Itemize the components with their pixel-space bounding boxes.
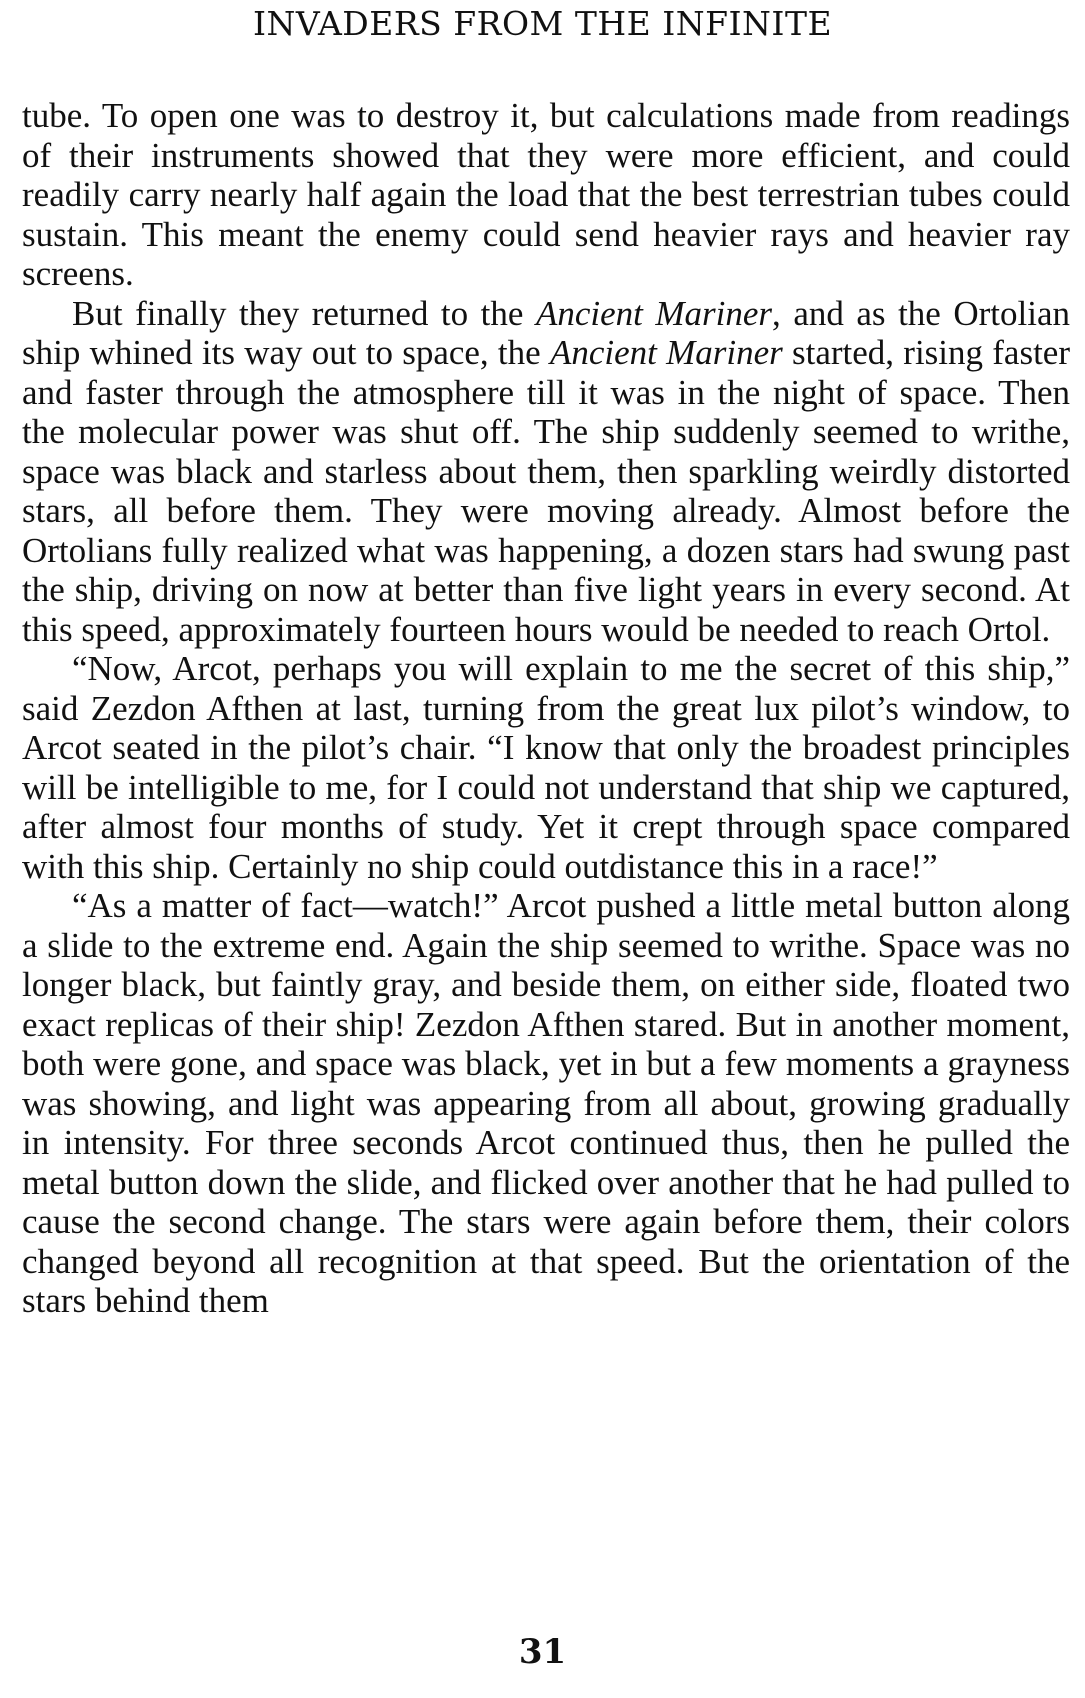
paragraph-1-text: tube. To open one was to destroy it, but calculations made from readings of their instruments showed that they were more efficient, and could readily carry nearly half again the load that the best terrestrian tubes could sustain. This meant the enemy could send heavier rays and heavier ray screens. <box>22 96 1070 293</box>
ship-name-italic: Ancient Mariner <box>549 333 783 372</box>
paragraph-2-text-c: started, rising faster and faster through the atmosphere till it was in the night of space. Then the molecular power was shut off. The ship suddenly seemed to writhe, space was black and starless about them, then sparkling weirdly distorted stars, all before them. They were moving already. Almost before the Ortolians fully realized what was happening, a dozen stars had swung past the ship, driving on now at better than five light years in every second. At this speed, approximately fourteen hours would be needed to reach Ortol. <box>22 333 1070 649</box>
paragraph-4 <box>22 886 1070 1321</box>
paragraph-2-text-a: But finally they returned to the <box>72 293 536 333</box>
paragraph-2 <box>22 294 1070 650</box>
paragraph-2-text-b: , and as the Ortolian ship whined its way out to space, the <box>22 293 1070 372</box>
page-number: 31 <box>518 1632 567 1672</box>
paragraph-3 <box>22 649 1070 886</box>
body-text <box>22 96 1070 1321</box>
ship-name-italic: Ancient Mariner <box>535 293 773 333</box>
running-head: INVADERS FROM THE INFINITE <box>252 4 833 43</box>
paragraph-4-text: “As a matter of fact—watch!” Arcot pushed a little metal button along a slide to the extreme end. Again the ship seemed to writhe. Space was no longer black, but faintly gray, and beside them, on either side, floated two exact replicas of their ship! Zezdon Afthen stared. But in another moment, both were gone, and space was black, yet in but a few moments a grayness was showing, and light was appearing from all about, growing gradually in intensity. For three seconds Arcot continued thus, then he pulled the metal button down the slide, and flicked over another that he had pulled to cause the second change. The stars were again before them, their colors changed beyond all recognition at that speed. But the orientation of the stars behind them <box>22 886 1070 1320</box>
paragraph-3-text: “Now, Arcot, perhaps you will explain to me the secret of this ship,” said Zezdon Afthen at last, turning from the great lux pilot’s window, to Arcot seated in the pilot’s chair. “I know that only the broadest principles will be intelligible to me, for I could not understand that ship we captured, after almost four months of study. Yet it crept through space compared with this ship. Certainly no ship could outdistance this in a race!” <box>22 649 1070 886</box>
paragraph-1 <box>22 96 1070 294</box>
